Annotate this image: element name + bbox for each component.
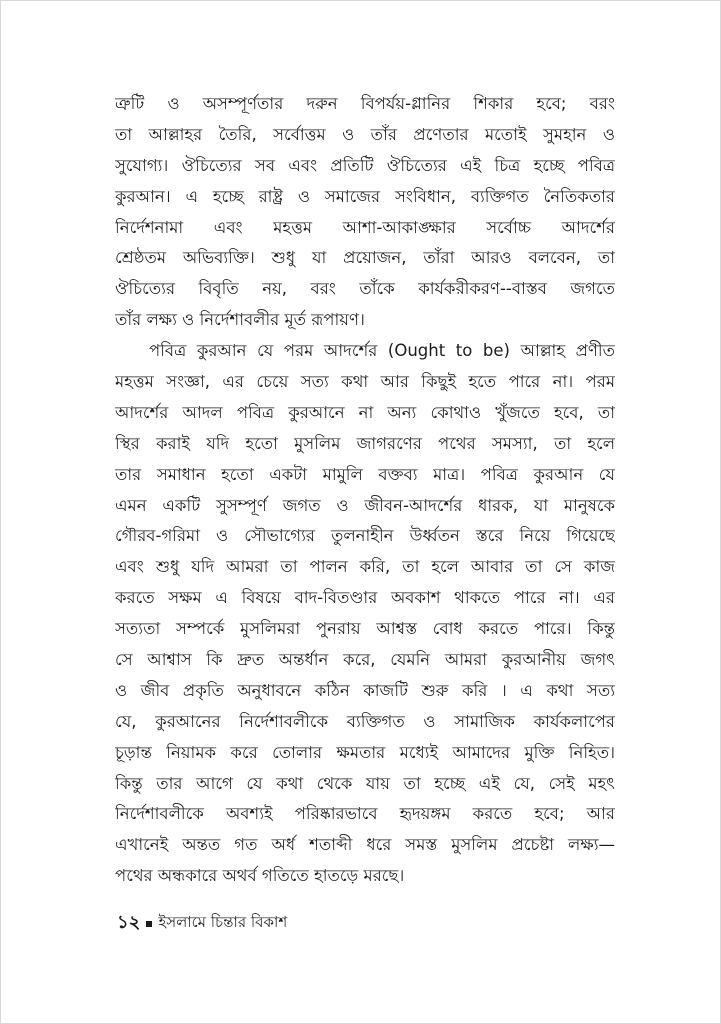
text-line: যে, কুরআনের নির্দেশাবলীকে ব্যক্তিগত ও সামাজিক কার্যকলাপের xyxy=(115,711,615,731)
text-line: নির্দেশাবলীকে অবশ্যই পরিষ্কারভাবে হৃদয়ঙ্গম করতে হবে; আর xyxy=(115,804,615,824)
text-line: করতে সক্ষম এ বিষয়ে বাদ-বিতণ্ডার অবকাশ থাকতে পারে না। এর xyxy=(115,588,615,608)
page-footer xyxy=(117,908,287,939)
text-line: ও জীব প্রকৃতি অনুধাবনে কঠিন কাজটি শুরু করি । এ কথা সত্য xyxy=(115,680,615,700)
text-line: স্থির করাই যদি হতো মুসলিম জাগরণের পথের সমস্যা, তা হলে xyxy=(115,433,615,453)
text-line: সুযোগ্য। ঔচিত্যের সব এবং প্রতিটি ঔচিত্যের এই চিত্র হচ্ছে পবিত্র xyxy=(115,155,615,175)
text-line: সত্যতা সম্পর্কে মুসলিমরা পুনরায় আশ্বস্ত বোধ করতে পারে। কিন্তু xyxy=(115,619,615,639)
text-line: গৌরব-গরিমা ও সৌভাগ্যের তুলনাহীন উর্ধ্বতন স্তরে নিয়ে গিয়েছে xyxy=(115,526,615,546)
text-line: চূড়ান্ত নিয়ামক করে তোলার ক্ষমতার মধ্যেই আমাদের মুক্তি নিহিত। xyxy=(115,742,615,762)
text-line: কুরআন। এ হচ্ছে রাষ্ট্র ও সমাজের সংবিধান, ব্যক্তিগত নৈতিকতার xyxy=(115,186,615,206)
text-line: মহত্তম সংজ্ঞা, এর চেয়ে সত্য কথা আর কিছুই হতে পারে না। পরম xyxy=(115,372,615,392)
text-line: ঔচিত্যের বিবৃতি নয়, বরং তাঁকে কার্যকরীকরণ--বাস্তব জগতে xyxy=(115,279,615,299)
text-line: এবং শুধু যদি আমরা তা পালন করি, তা হলে আবার তা সে কাজ xyxy=(115,557,615,577)
running-title: ইসলামে চিন্তার বিকাশ xyxy=(158,913,288,931)
text-line: কিন্তু তার আগে যে কথা থেকে যায় তা হচ্ছে এই যে, সেই মহৎ xyxy=(115,773,615,793)
text-line: সে আশ্বাস কি দ্রুত অন্তর্ধান করে, যেমনি আমরা কুরআনীয় জগৎ xyxy=(115,650,615,670)
text-line: পথের অন্ধকারে অথর্ব গতিতে হাতড়ে মরছে। xyxy=(115,866,405,886)
text-line: শ্রেষ্ঠতম অভিব্যক্তি। শুধু যা প্রয়োজন, তাঁরা আরও বলবেন, তা xyxy=(115,248,615,268)
text-line: তার সমাধান হতো একটা মামুলি বক্তব্য মাত্র। পবিত্র কুরআন যে xyxy=(115,464,615,484)
text-line: আদর্শের আদল পবিত্র কুরআনে না অন্য কোথাও খুঁজতে হবে, তা xyxy=(115,402,615,422)
page-number: ১২ xyxy=(117,912,141,933)
body-text xyxy=(115,89,615,892)
square-bullet-icon xyxy=(146,921,152,927)
text-line: ত্রুটি ও অসম্পূর্ণতার দরুন বিপর্যয়-গ্লানির শিকার হবে; বরং xyxy=(115,94,615,113)
text-line: এখানেই অন্তত গত অর্ধ শতাব্দী ধরে সমস্ত মুসলিম প্রচেষ্টা লক্ষ্য— xyxy=(115,835,615,855)
text-line: পবিত্র কুরআন যে পরম আদর্শের (Ought to be) আল্লাহ প্রণীত xyxy=(149,341,615,361)
text-line: তাঁর লক্ষ্য ও নির্দেশাবলীর মূর্ত রূপায়ণ। xyxy=(115,310,365,330)
text-line: এমন একটি সুসম্পূর্ণ জগত ও জীবন-আদর্শের ধারক, যা মানুষকে xyxy=(115,495,615,515)
text-line: নির্দেশনামা এবং মহত্তম আশা-আকাঙ্ক্ষার সর্বোচ্চ আদর্শের xyxy=(115,217,615,237)
paragraph-2 xyxy=(115,336,615,892)
paragraph-1 xyxy=(115,89,615,336)
text-line: তা আল্লাহর তৈরি, সর্বোত্তম ও তাঁর প্রণেতার মতোই সুমহান ও xyxy=(115,124,615,144)
